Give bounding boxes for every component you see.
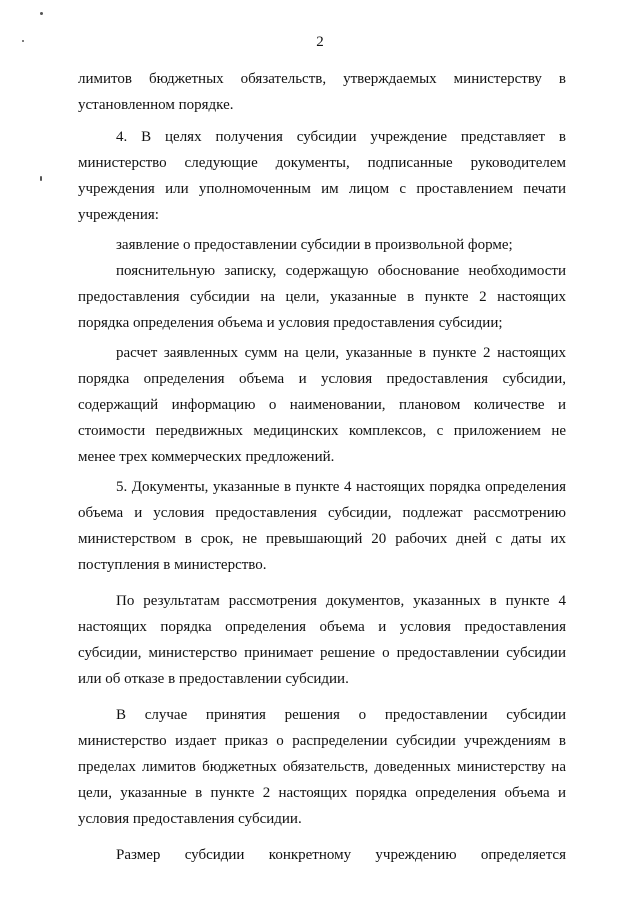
paragraph: 5. Документы, указанные в пункте 4 настоящих порядка определения объема и условия предоставления субсидии, подлежат рассмотрению министерством в срок, не превышающий 20 рабочих дней с даты их поступления в министерство. bbox=[78, 479, 566, 573]
paragraph: Размер субсидии конкретному учреждению определяется bbox=[116, 847, 566, 863]
paragraph: По результатам рассмотрения документов, указанных в пункте 4 настоящих порядка определения объема и условия предоставления субсидии, министерство принимает решение о предоставлении субсидии или об отказе в предоставлении субсидии. bbox=[78, 593, 566, 687]
paragraph: 4. В целях получения субсидии учреждение представляет в министерство следующие документы, подписанные руководителем учреждения или уполномоченным им лицом с проставлением печати учреждения: bbox=[78, 129, 566, 223]
paragraph: пояснительную записку, содержащую обоснование необходимости предоставления субсидии на цели, указанные в пункте 2 настоящих порядка определения объема и условия предоставления субсидии; bbox=[78, 263, 566, 331]
paragraph: расчет заявленных сумм на цели, указанные в пункте 2 настоящих порядка определения объема и условия предоставления субсидии, содержащий информацию о наименовании, плановом количестве и стоимости передвижных медицинских комплексов, с приложением не менее трех коммерческих предложений. bbox=[78, 345, 566, 465]
document-body bbox=[78, 66, 566, 868]
paragraph: В случае принятия решения о предоставлении субсидии министерство издает приказ о распределении субсидии учреждениям в пределах лимитов бюджетных обязательств, доведенных министерству на цели, указанные в пункте 2 настоящих порядка определения объема и условия предоставления субсидии. bbox=[78, 707, 566, 827]
scan-speck bbox=[40, 12, 43, 15]
paragraph: лимитов бюджетных обязательств, утверждаемых министерству в установленном порядке. bbox=[78, 71, 566, 113]
paragraph: заявление о предоставлении субсидии в произвольной форме; bbox=[116, 237, 513, 253]
page-number: 2 bbox=[316, 34, 324, 50]
scan-speck bbox=[40, 176, 42, 181]
